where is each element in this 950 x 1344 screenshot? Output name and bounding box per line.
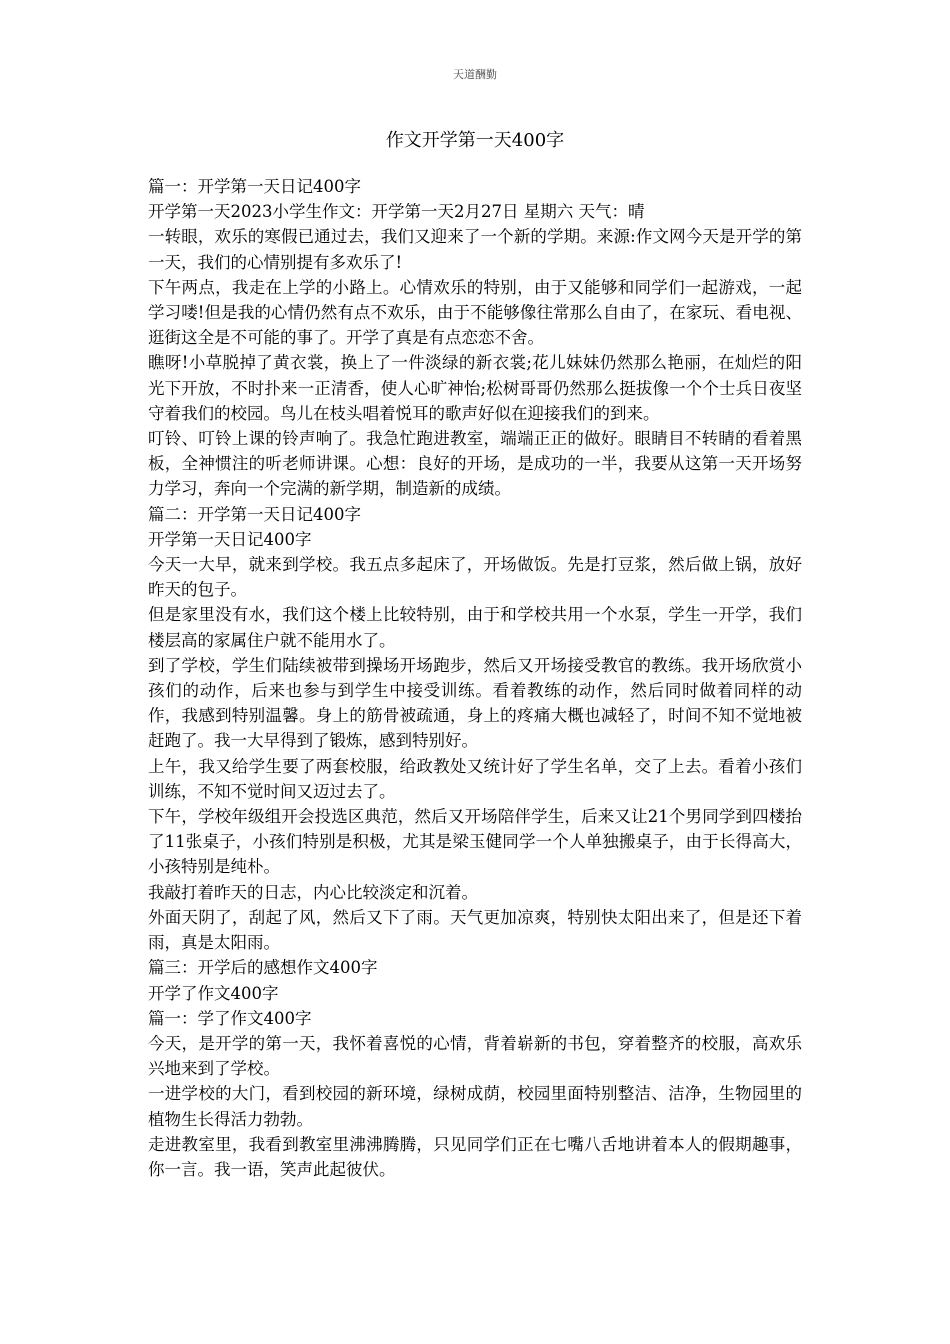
paragraph: 上午，我又给学生要了两套校服，给政教处又统计好了学生名单，交了上去。看着小孩们训练，不知不觉时间又迈过去了。 <box>148 756 802 801</box>
document-body <box>148 174 802 1182</box>
page-header-text: 天道酬勤 <box>453 68 497 81</box>
paragraph: 瞧呀!小草脱掉了黄衣裳，换上了一件淡绿的新衣裳;花儿妹妹仍然那么艳丽，在灿烂的阳光下开放，不时扑来一正清香，使人心旷神怡;松树哥哥仍然那么挺拔像一个个士兵日夜坚守着我们的校园。鸟儿在枝头唱着悦耳的歌声好似在迎接我们的到来。 <box>148 353 802 423</box>
paragraph: 但是家里没有水，我们这个楼上比较特别，由于和学校共用一个水泵，学生一开学，我们楼层高的家属住户就不能用水了。 <box>148 605 802 650</box>
paragraph: 一转眼，欢乐的寒假已通过去，我们又迎来了一个新的学期。来源:作文网今天是开学的第一天，我们的心情别提有多欢乐了! <box>148 227 802 272</box>
paragraph: 到了学校，学生们陆续被带到操场开场跑步，然后又开场接受教官的教练。我开场欣赏小孩们的动作，后来也参与到学生中接受训练。看着教练的动作，然后同时做着同样的动作，我感到特别温馨。身上的筋骨被疏通，身上的疼痛大概也减轻了，时间不知不觉地被赶跑了。我一大早得到了锻炼，感到特别好。 <box>148 655 802 751</box>
paragraph: 开学了作文400字 <box>148 983 279 1003</box>
paragraph: 今天，是开学的第一天，我怀着喜悦的心情，背着崭新的书包，穿着整齐的校服，高欢乐兴地来到了学校。 <box>148 1033 802 1079</box>
paragraph: 外面天阴了，刮起了风，然后又下了雨。天气更加凉爽，特别快太阳出来了，但是还下着雨，真是太阳雨。 <box>148 907 802 953</box>
paragraph: 下午两点，我走在上学的小路上。心情欢乐的特别，由于又能够和同学们一起游戏，一起学习喽!但是我的心情仍然有点不欢乐，由于不能够像往常那么自由了，在家玩、看电视、逛街这全是不可能的事了。开学了真是有点恋恋不舍。 <box>148 277 802 348</box>
paragraph: 一进学校的大门，看到校园的新环境，绿树成荫，校园里面特别整洁、洁净，生物园里的植物生长得活力勃勃。 <box>148 1084 802 1129</box>
paragraph: 叮铃、叮铃上课的铃声响了。我急忙跑进教室，端端正正的做好。眼睛目不转睛的看着黑板，全神惯注的听老师讲课。心想：良好的开场，是成功的一半，我要从这第一天开场努力学习，奔向一个完满的新学期，制造新的成绩。 <box>148 429 802 499</box>
section-heading: 篇二：开学第一天日记400字 <box>148 504 361 524</box>
section-heading: 篇一：学了作文400字 <box>148 1008 312 1028</box>
section-heading: 篇三：开学后的感想作文400字 <box>148 958 378 978</box>
paragraph: 我敲打着昨天的日志，内心比较淡定和沉着。 <box>148 882 478 902</box>
paragraph: 走进教室里，我看到教室里沸沸腾腾，只见同学们正在七嘴八舌地讲着本人的假期趣事，你一言。我一语，笑声此起彼伏。 <box>148 1134 802 1179</box>
document-title: 作文开学第一天400字 <box>385 130 565 151</box>
section-heading: 篇一：开学第一天日记400字 <box>148 177 361 196</box>
paragraph: 开学第一天2023小学生作文：开学第一天2月27日 星期六 天气：晴 <box>148 202 645 222</box>
paragraph: 今天一大早，就来到学校。我五点多起床了，开场做饭。先是打豆浆，然后做上锅，放好昨天的包子。 <box>148 555 802 600</box>
paragraph: 开学第一天日记400字 <box>148 529 312 549</box>
paragraph: 下午，学校年级组开会投选区典范，然后又开场陪伴学生，后来又让21个男同学到四楼抬了11张桌子，小孩们特别是积极，尤其是梁玉健同学一个人单独搬桌子，由于长得高大，小孩特别是纯朴。 <box>148 807 802 877</box>
